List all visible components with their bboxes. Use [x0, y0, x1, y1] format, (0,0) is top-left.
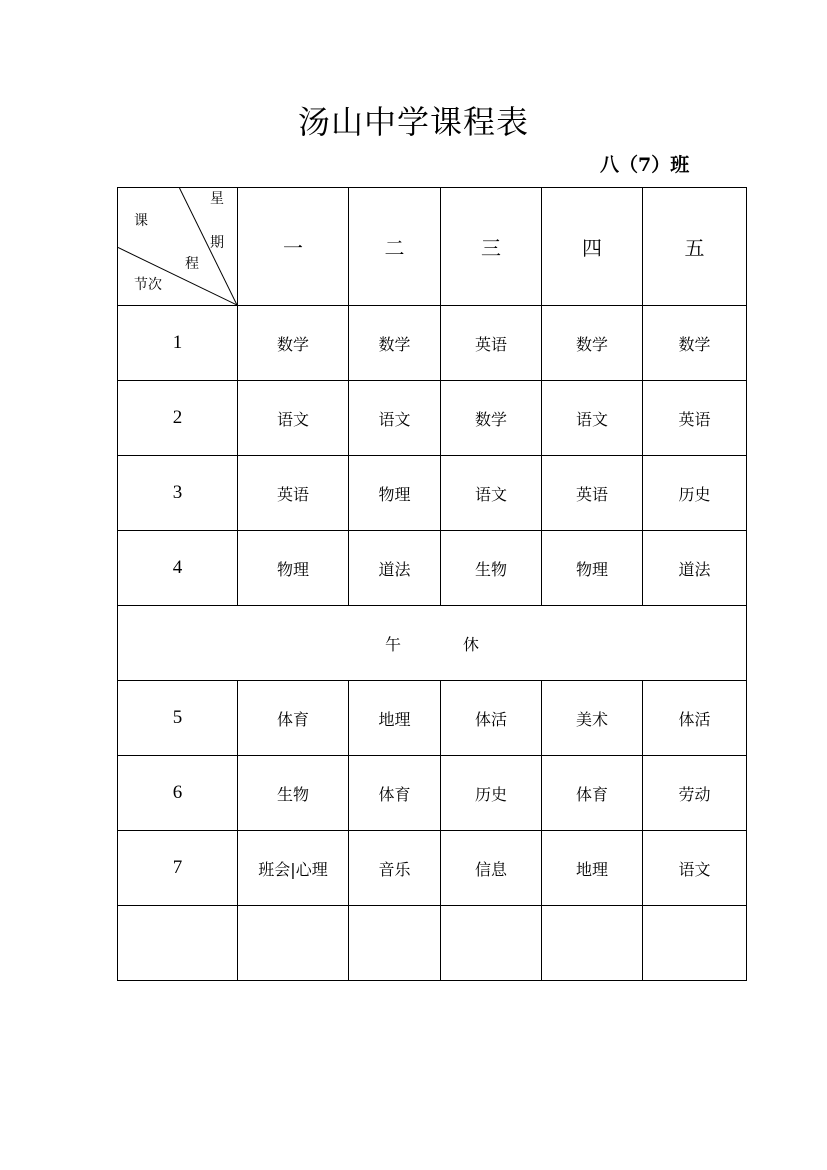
corner-xing: 星 — [210, 191, 224, 207]
subject-cell: 英语 — [542, 456, 643, 531]
subject-cell: 数学 — [349, 306, 441, 381]
empty-row — [118, 906, 747, 981]
table-row — [118, 306, 747, 381]
subject-cell: 劳动 — [643, 756, 747, 831]
corner-ke: 课 — [134, 213, 148, 229]
day-header-2: 二 — [349, 188, 441, 306]
corner-cell — [118, 188, 238, 306]
period-number: 1 — [118, 306, 238, 381]
subject-cell: 物理 — [349, 456, 441, 531]
subject-cell: 班会|心理 — [238, 831, 349, 906]
noon-break-left: 午 — [384, 634, 401, 654]
empty-cell — [238, 906, 349, 981]
subject-cell: 数学 — [643, 306, 747, 381]
corner-cheng: 程 — [185, 256, 199, 272]
empty-cell — [643, 906, 747, 981]
subject-cell: 信息 — [441, 831, 542, 906]
noon-break-cell — [118, 606, 747, 681]
subject-cell: 数学 — [441, 381, 542, 456]
subject-cell: 数学 — [542, 306, 643, 381]
empty-cell — [441, 906, 542, 981]
period-number: 5 — [118, 681, 238, 756]
table-row — [118, 381, 747, 456]
subject-cell: 体活 — [441, 681, 542, 756]
table-row — [118, 456, 747, 531]
subject-cell: 历史 — [441, 756, 542, 831]
empty-cell — [349, 906, 441, 981]
table-row — [118, 756, 747, 831]
subject-cell: 体育 — [238, 681, 349, 756]
subject-cell: 英语 — [643, 381, 747, 456]
period-number: 4 — [118, 531, 238, 606]
subject-cell: 语文 — [643, 831, 747, 906]
subject-cell: 地理 — [542, 831, 643, 906]
subject-cell: 体活 — [643, 681, 747, 756]
period-number: 7 — [118, 831, 238, 906]
subject-cell: 英语 — [238, 456, 349, 531]
period-number: 2 — [118, 381, 238, 456]
subject-cell: 语文 — [349, 381, 441, 456]
subject-cell: 体育 — [349, 756, 441, 831]
subject-cell: 生物 — [441, 531, 542, 606]
day-header-5: 五 — [643, 188, 747, 306]
subject-cell: 语文 — [441, 456, 542, 531]
header-row — [118, 188, 747, 306]
subject-cell: 英语 — [441, 306, 542, 381]
subject-cell: 道法 — [643, 531, 747, 606]
subject-cell: 数学 — [238, 306, 349, 381]
page-title: 汤山中学课程表 — [297, 103, 529, 141]
day-header-3: 三 — [441, 188, 542, 306]
subject-cell: 语文 — [542, 381, 643, 456]
subject-cell: 物理 — [238, 531, 349, 606]
empty-cell — [542, 906, 643, 981]
subject-cell: 物理 — [542, 531, 643, 606]
subject-cell: 语文 — [238, 381, 349, 456]
noon-break-right: 休 — [463, 634, 480, 654]
subject-cell: 体育 — [542, 756, 643, 831]
subject-cell: 生物 — [238, 756, 349, 831]
day-header-1: 一 — [238, 188, 349, 306]
day-header-4: 四 — [542, 188, 643, 306]
subject-cell: 美术 — [542, 681, 643, 756]
subject-cell: 道法 — [349, 531, 441, 606]
table-row — [118, 831, 747, 906]
table-row — [118, 531, 747, 606]
subject-cell: 地理 — [349, 681, 441, 756]
subject-cell: 音乐 — [349, 831, 441, 906]
table-row — [118, 681, 747, 756]
class-label: 八（7）班 — [600, 154, 690, 176]
empty-cell — [118, 906, 238, 981]
period-number: 6 — [118, 756, 238, 831]
noon-break-row — [118, 606, 747, 681]
schedule-table — [117, 187, 747, 981]
period-number: 3 — [118, 456, 238, 531]
corner-jieci: 节次 — [134, 277, 162, 293]
corner-qi: 期 — [210, 235, 224, 251]
subject-cell: 历史 — [643, 456, 747, 531]
